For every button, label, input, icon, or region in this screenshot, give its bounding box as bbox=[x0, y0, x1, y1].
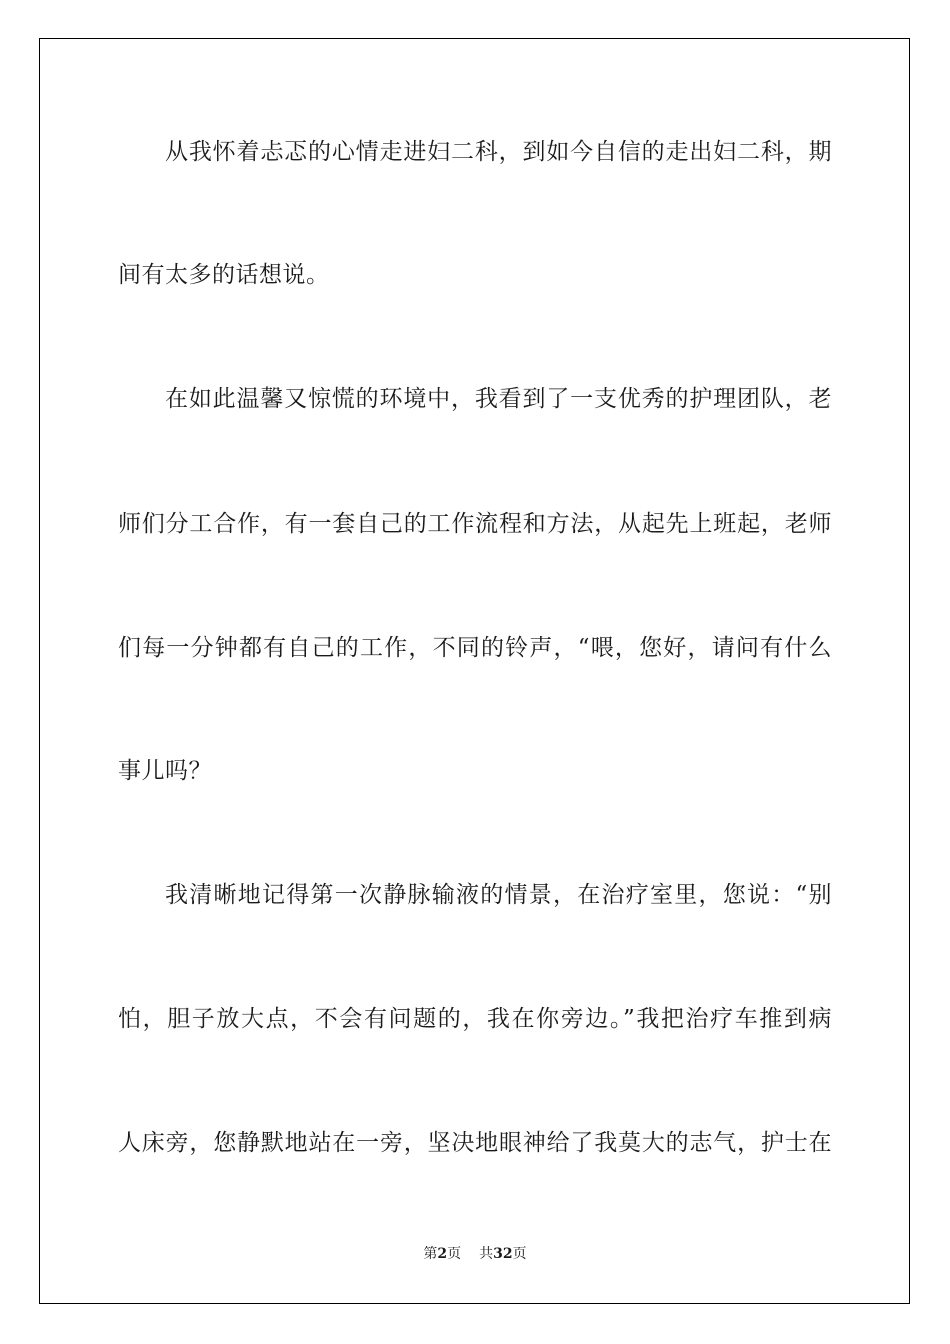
paragraph-2-line-4: 事儿吗？ bbox=[118, 758, 212, 784]
page-footer bbox=[0, 1245, 950, 1263]
page-suffix: 页 bbox=[447, 1246, 462, 1262]
total-prefix: 共 bbox=[479, 1246, 494, 1262]
page-border bbox=[39, 38, 910, 1304]
paragraph-2-line-1: 在如此温馨又惊慌的环境中，我看到了一支优秀的护理团队，老 bbox=[165, 386, 832, 412]
paragraph-1-line-1: 从我怀着忐忑的心情走进妇二科，到如今自信的走出妇二科，期 bbox=[165, 139, 832, 165]
paragraph-2-line-3: 们每一分钟都有自己的工作，不同的铃声，“喂，您好，请问有什么 bbox=[118, 635, 832, 661]
paragraph-3-line-2: 怕，胆子放大点，不会有问题的，我在你旁边。”我把治疗车推到病 bbox=[118, 1006, 832, 1032]
paragraph-3-line-1: 我清晰地记得第一次静脉输液的情景，在治疗室里，您说：“别 bbox=[165, 882, 832, 908]
paragraph-2-line-2: 师们分工合作，有一套自己的工作流程和方法，从起先上班起，老师 bbox=[118, 511, 832, 537]
total-page-number: 32 bbox=[493, 1246, 513, 1262]
current-page-number: 2 bbox=[437, 1246, 448, 1262]
paragraph-3-line-3: 人床旁，您静默地站在一旁，坚决地眼神给了我莫大的志气，护士在 bbox=[118, 1130, 832, 1156]
paragraph-1-line-2: 间有太多的话想说。 bbox=[118, 262, 330, 288]
page-prefix: 第 bbox=[423, 1246, 438, 1262]
total-suffix: 页 bbox=[512, 1246, 527, 1262]
